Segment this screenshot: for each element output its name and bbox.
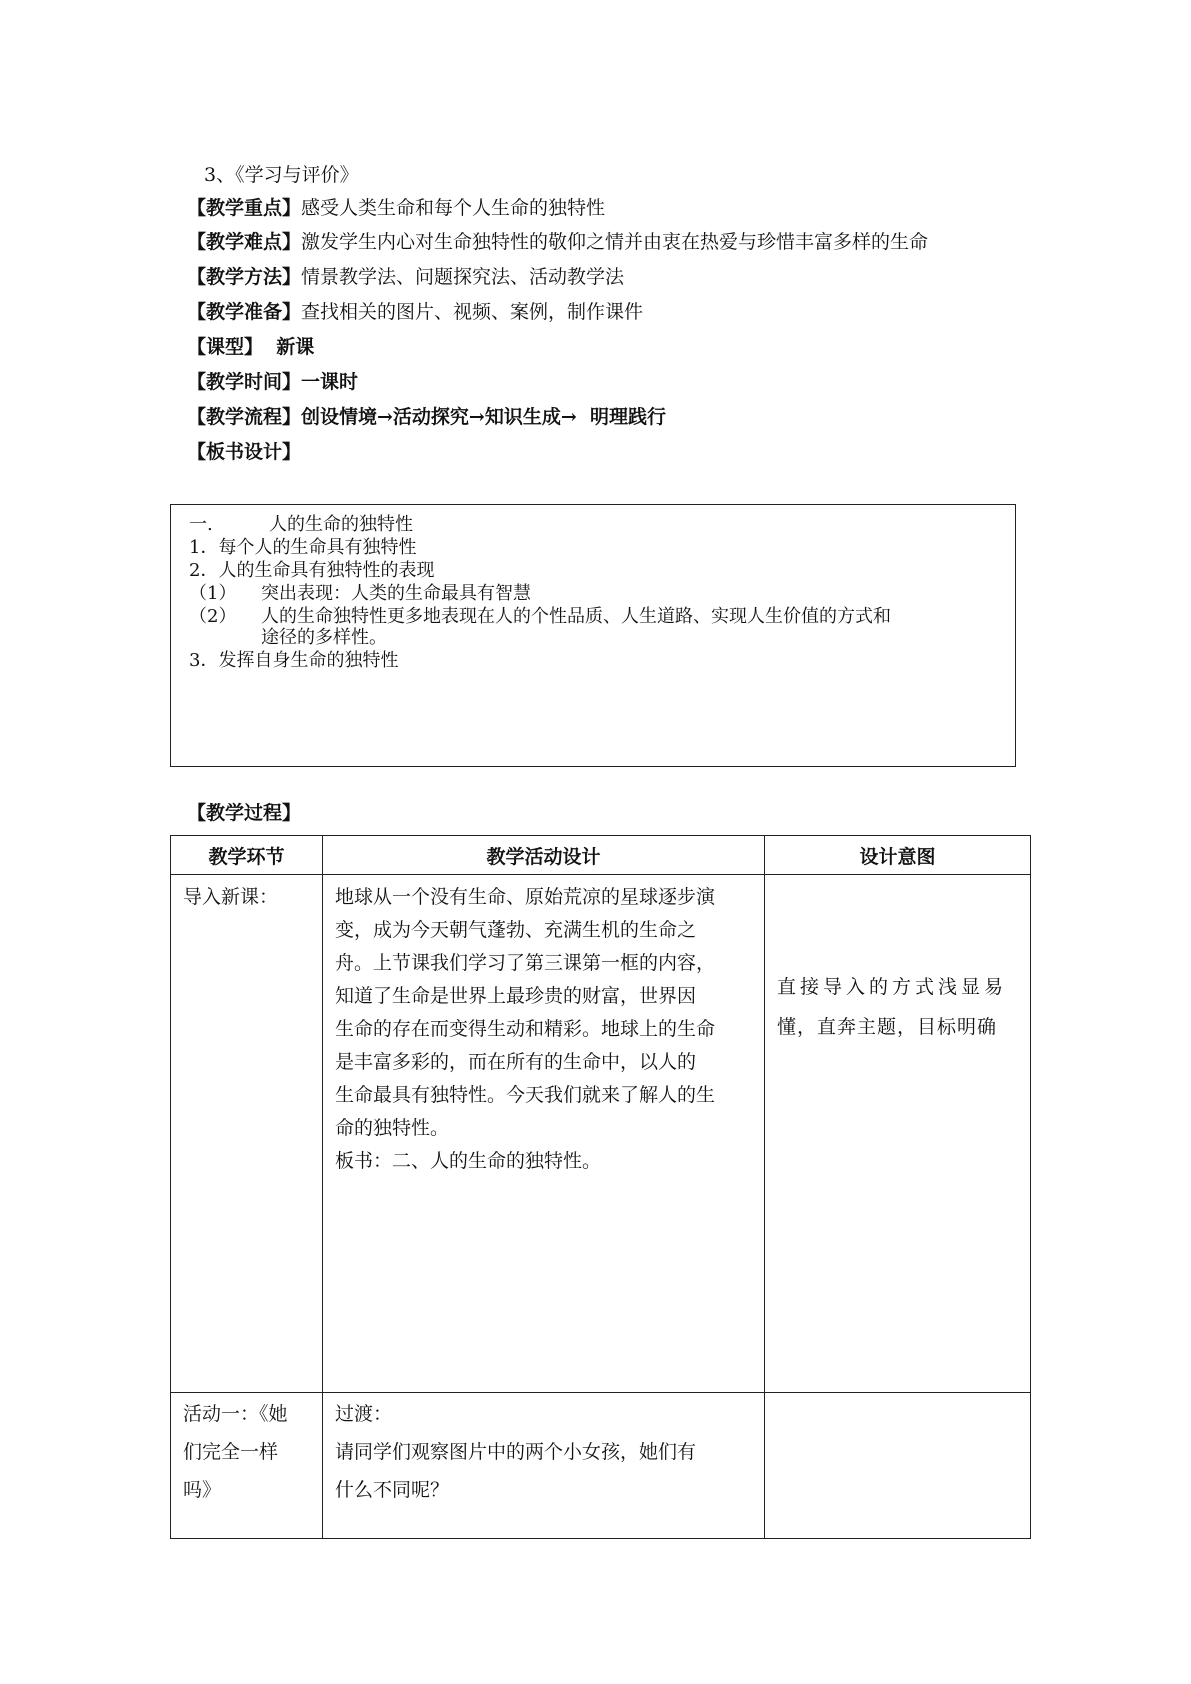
stage-line: 吗》 (183, 1479, 222, 1501)
meta-time: 【教学时间】一课时 (187, 371, 359, 393)
board-line-6: 3．发挥自身生命的独特性 (189, 650, 399, 671)
activity-line: 是丰富多彩的，而在所有的生命中，以人的 (335, 1051, 697, 1073)
activity-cell (323, 875, 765, 1393)
stage-line: 们完全一样 (183, 1441, 279, 1463)
activity-line: 变，成为今天朝气蓬勃、充满生机的生命之 (335, 919, 697, 941)
board-line-3: 2．人的生命具有独特性的表现 (189, 560, 435, 581)
table-row (171, 875, 1031, 1393)
stage-cell (171, 875, 323, 1393)
meta-difficulties: 【教学难点】激发学生内心对生命独特性的敬仰之情并由衷在热爱与珍惜丰富多样的生命 (187, 231, 929, 253)
meta-methods: 【教学方法】情景教学法、问题探究法、活动教学法 (187, 266, 625, 288)
board-line-2: 1．每个人的生命具有独特性 (189, 537, 417, 558)
header-intent: 设计意图 (765, 836, 1031, 875)
intent-line: 直接导入的方式浅显易 (777, 976, 1008, 998)
table-row (171, 1393, 1031, 1539)
process-table (170, 835, 1031, 1539)
meta-preparation: 【教学准备】查找相关的图片、视频、案例，制作课件 (187, 301, 644, 323)
board-line-5-cont: 途径的多样性。 (261, 627, 387, 648)
activity-line: 什么不同呢？ (335, 1479, 450, 1501)
activity-line: 知道了生命是世界上最珍贵的财富，世界因 (335, 985, 697, 1007)
header-activity: 教学活动设计 (323, 836, 765, 875)
board-line-4-num: （1） (189, 583, 237, 604)
board-line-4: 突出表现：人类的生命最具有智慧 (261, 583, 531, 604)
activity-line: 生命最具有独特性。今天我们就来了解人的生 (335, 1084, 716, 1106)
meta-board-design: 【板书设计】 (187, 441, 302, 463)
activity-cell (323, 1393, 765, 1539)
meta-flow: 【教学流程】创设情境→活动探究→知识生成→ 明理践行 (187, 406, 667, 428)
board-line-5: 人的生命独特性更多地表现在人的个性品质、人生道路、实现人生价值的方式和 (261, 606, 891, 627)
board-line-5-num: （2） (189, 606, 237, 627)
activity-line: 过渡： (335, 1403, 393, 1425)
process-title: 【教学过程】 (187, 802, 302, 824)
activity-line: 舟。上节课我们学习了第三课第一框的内容， (335, 952, 716, 974)
table-header-row (171, 836, 1031, 875)
stage-cell (171, 1393, 323, 1539)
meta-key-points: 【教学重点】感受人类生命和每个人生命的独特性 (187, 197, 606, 219)
activity-line: 命的独特性。 (335, 1117, 450, 1139)
board-design-box (170, 504, 1016, 767)
meta-lesson-type: 【课型】 新课 (187, 336, 315, 358)
header-stage: 教学环节 (171, 836, 323, 875)
reference-line: 3、《学习与评价》 (204, 164, 359, 186)
intent-line: 懂，直奔主题，目标明确 (777, 1016, 998, 1038)
board-line-1-num: 一. (189, 514, 213, 535)
intent-cell (765, 875, 1031, 1393)
activity-line: 地球从一个没有生命、原始荒凉的星球逐步演 (335, 886, 716, 908)
intent-cell-empty (765, 1393, 1031, 1539)
stage-line: 活动一：《她 (183, 1403, 288, 1425)
board-line-1: 人的生命的独特性 (269, 514, 413, 535)
stage-intro: 导入新课： (183, 886, 279, 908)
activity-line: 请同学们观察图片中的两个小女孩，她们有 (335, 1441, 697, 1463)
activity-line: 板书：二、人的生命的独特性。 (335, 1150, 602, 1172)
activity-line: 生命的存在而变得生动和精彩。地球上的生命 (335, 1018, 716, 1040)
